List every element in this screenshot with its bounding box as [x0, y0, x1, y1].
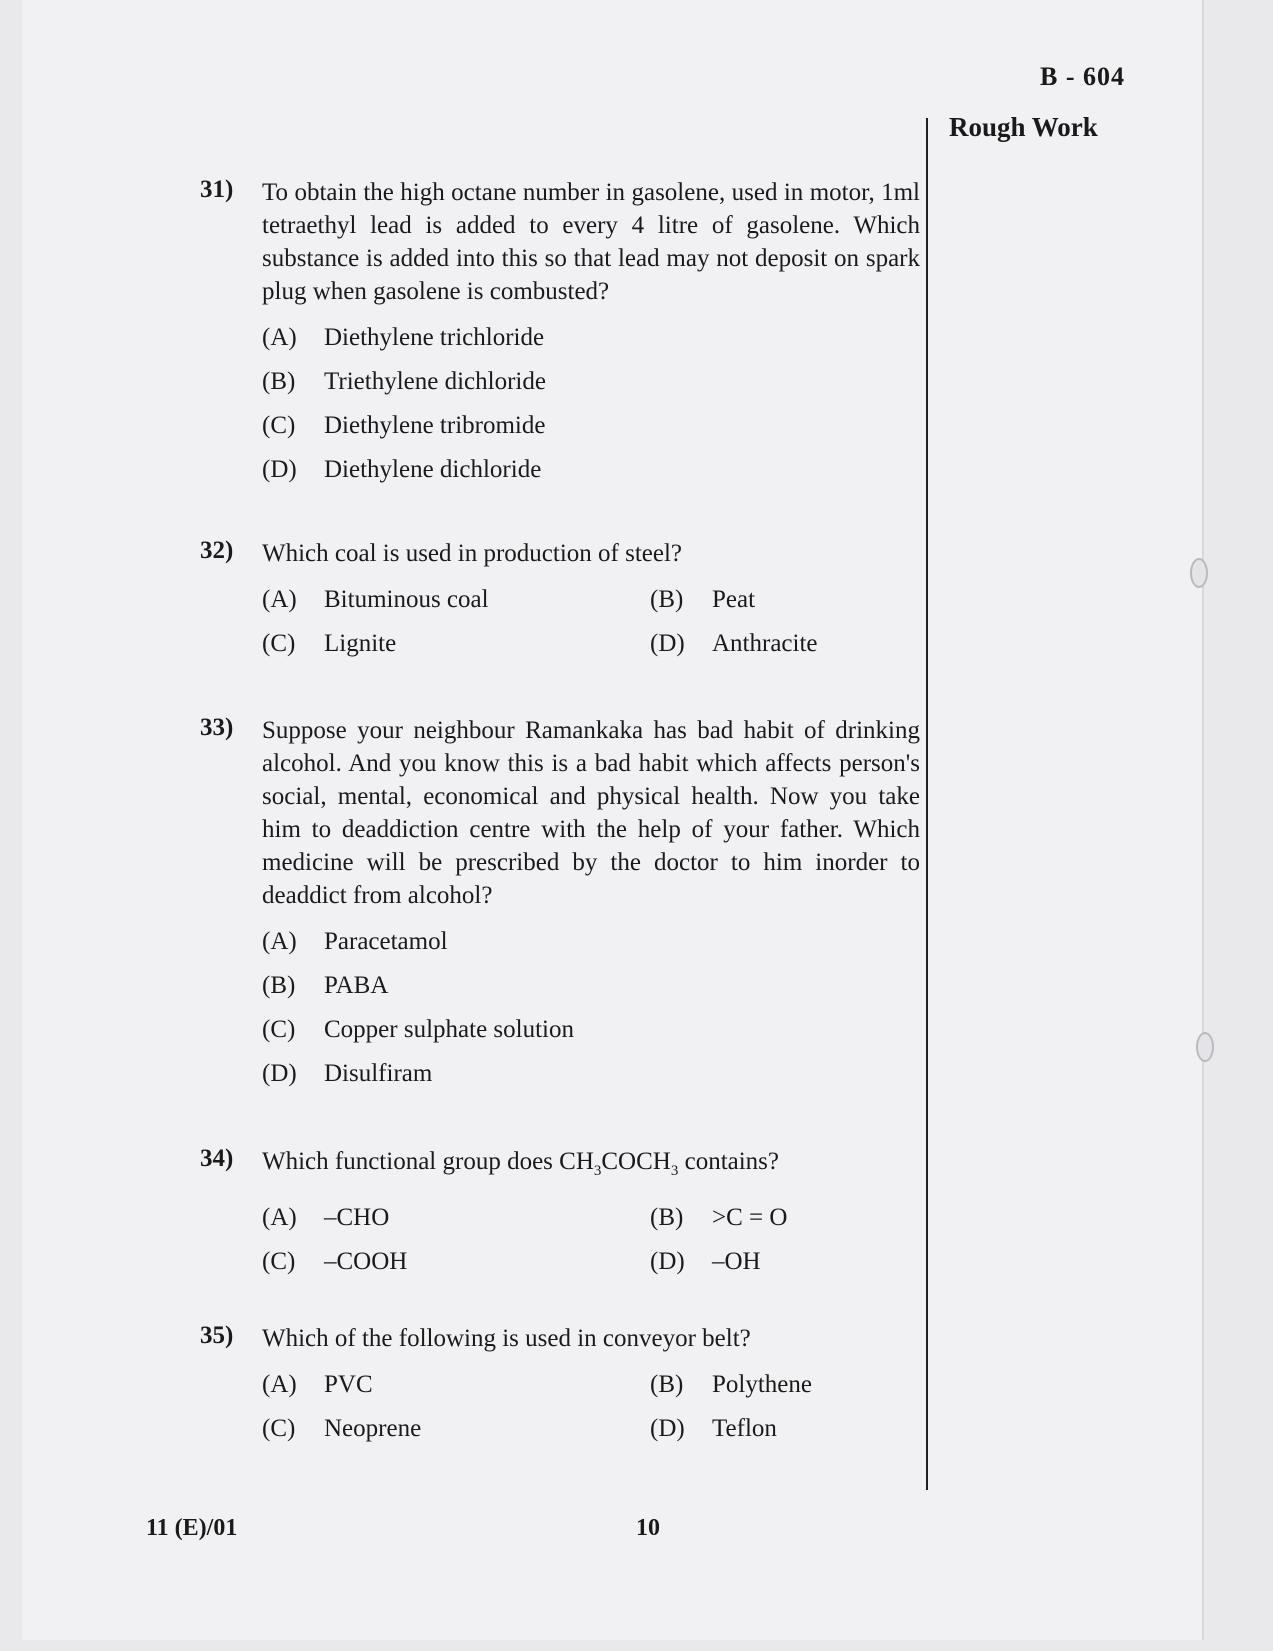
- option-b: (B) Polythene: [650, 1371, 812, 1398]
- rough-work-heading: Rough Work: [949, 112, 1098, 142]
- option-c: (C) Lignite: [262, 630, 397, 657]
- option-d: (D) Teflon: [650, 1415, 777, 1442]
- option-c: (C) Diethylene tribromide: [262, 412, 546, 439]
- option-d: (D) –OH: [650, 1248, 761, 1275]
- paper-code: B - 604: [1040, 62, 1125, 91]
- option-a: (A) Bituminous coal: [262, 586, 489, 613]
- option-d: (D) Anthracite: [650, 630, 818, 657]
- option-b: (B) PABA: [262, 972, 389, 999]
- option-a: (A) PVC: [262, 1371, 373, 1398]
- option-c: (C) Copper sulphate solution: [262, 1016, 574, 1043]
- question-number: 31): [200, 176, 234, 203]
- footer-code: 11 (E)/01: [146, 1515, 238, 1541]
- option-a: (A) –CHO: [262, 1204, 390, 1231]
- punch-hole-bottom: [1196, 1032, 1214, 1062]
- option-b: (B) Peat: [650, 586, 756, 613]
- rough-work-divider: [926, 118, 928, 1490]
- option-b: (B) Triethylene dichloride: [262, 368, 546, 395]
- question-text: Which coal is used in production of steel?: [262, 540, 683, 567]
- question-number: 35): [200, 1322, 234, 1349]
- option-a: (A) Diethylene trichloride: [262, 324, 545, 351]
- punch-hole-top: [1190, 558, 1208, 588]
- question-31: [200, 176, 920, 492]
- question-text: Which functional group does $CH_3COCH_3$ contains?: [262, 1148, 780, 1179]
- option-d: (D) Disulfiram: [262, 1060, 433, 1087]
- option-b: (B) >C = O: [650, 1204, 788, 1231]
- option-d: (D) Diethylene dichloride: [262, 456, 542, 483]
- question-34: [200, 1145, 920, 1284]
- question-33: [200, 714, 920, 1096]
- question-number: 33): [200, 714, 234, 741]
- option-c: (C) Neoprene: [262, 1415, 422, 1442]
- question-text: To obtain the high octane number in gasolene, used in motor, 1ml tetraethyl lead is added to every 4 litre of gasolene. Which substance is added into this so that lead may not deposit on spark plug when gasolene is combusted?: [262, 179, 920, 305]
- question-32: [200, 537, 920, 666]
- question-number: 34): [200, 1145, 234, 1172]
- question-number: 32): [200, 537, 234, 564]
- page-number: 10: [636, 1515, 660, 1541]
- question-text: Suppose your neighbour Ramankaka has bad habit of drinking alcohol. And you know this is a bad habit which affects person's social, mental, economical and physical health. Now you take him to deaddiction centre with the help of your father. Which medicine will be prescribed by the doctor to him inorder to deaddict from alcohol?: [262, 717, 920, 909]
- question-35: [200, 1322, 920, 1451]
- question-text: Which of the following is used in conveyor belt?: [262, 1325, 751, 1352]
- option-c: (C) –COOH: [262, 1248, 408, 1275]
- option-a: (A) Paracetamol: [262, 928, 448, 955]
